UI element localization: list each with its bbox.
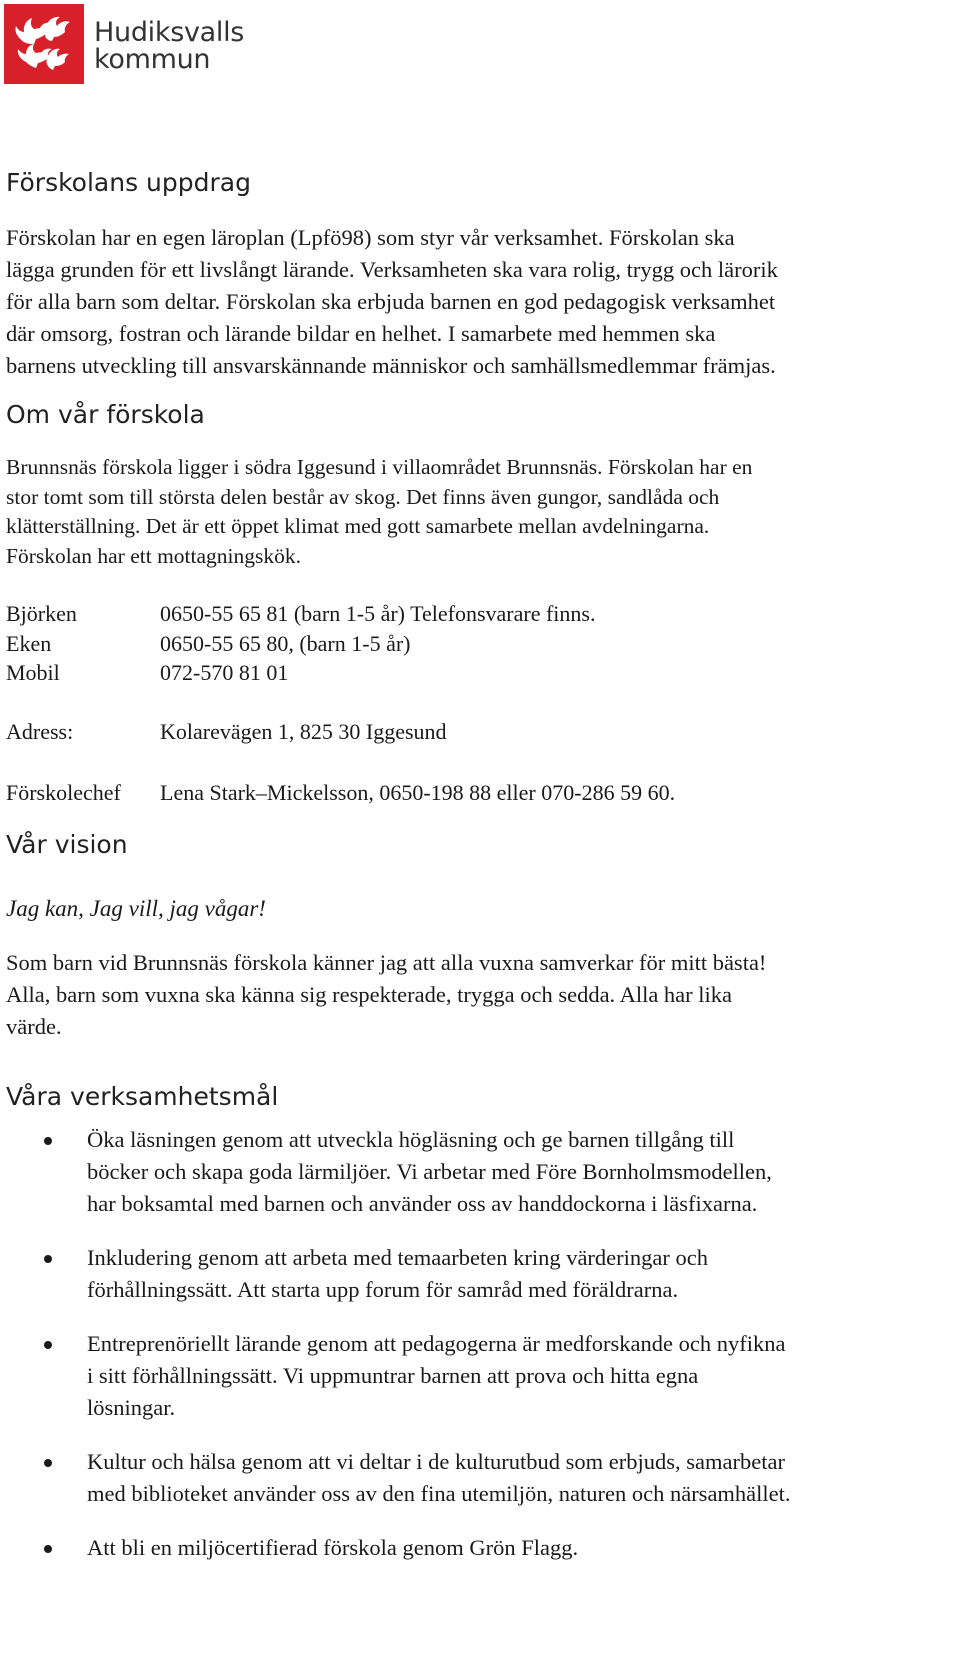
contact-value: 072-570 81 01: [160, 660, 289, 685]
text-line: Förskolan har ett mottagningskök.: [6, 543, 301, 568]
text-line: barnens utveckling till ansvarskännande människor och samhällsmedlemmar främjas.: [6, 353, 776, 378]
text-line: Alla, barn som vuxna ska känna sig respekterade, trygga och sedda. Alla har lika: [6, 982, 733, 1007]
text-line: har boksamtal med barnen och använder oss av handdockorna i läsfixarna.: [87, 1191, 758, 1216]
heading-uppdrag: Förskolans uppdrag: [6, 168, 251, 197]
text-line: Brunnsnäs förskola ligger i södra Iggesund i villaområdet Brunnsnäs. Förskolan har en: [6, 455, 753, 479]
paragraph-forskola: [6, 453, 926, 571]
contact-value: 0650-55 65 81 (barn 1-5 år) Telefonsvarare finns.: [160, 601, 596, 626]
text-line: Att bli en miljöcertifierad förskola genom Grön Flagg.: [87, 1535, 579, 1560]
goals-list: [0, 1124, 940, 1586]
text-line: Inkludering genom att arbeta med temaarbeten kring värderingar och: [87, 1245, 708, 1270]
logo-line-2: kommun: [94, 44, 211, 75]
text-line: värde.: [6, 1014, 62, 1039]
text-line: Öka läsningen genom att utveckla högläsning och ge barnen tillgång till: [87, 1127, 735, 1152]
text-line: Entreprenöriellt lärande genom att pedagogerna är medforskande och nyfikna: [87, 1331, 786, 1356]
text-line: med biblioteket använder oss av den fina utemiljön, naturen och närsamhället.: [87, 1481, 791, 1506]
contact-row-eken: [6, 629, 411, 659]
text-line: Kultur och hälsa genom att vi deltar i de kulturutbud som erbjuds, samarbetar: [87, 1449, 785, 1474]
list-item: [0, 1242, 940, 1306]
logo-wordmark: [94, 19, 244, 73]
contact-value: Kolarevägen 1, 825 30 Iggesund: [160, 719, 447, 744]
text-line: böcker och skapa goda lärmiljöer. Vi arbetar med Före Bornholmsmodellen,: [87, 1159, 772, 1184]
paragraph-uppdrag: [6, 222, 926, 382]
list-item: [0, 1124, 940, 1220]
heading-goals: Våra verksamhetsmål: [6, 1082, 279, 1111]
contact-row-forskolechef: [6, 778, 675, 808]
goat-emblem-icon: [4, 4, 84, 84]
contact-row-adress: [6, 717, 447, 747]
text-line: Förskolan har en egen läroplan (Lpfö98) som styr vår verksamhet. Förskolan ska: [6, 225, 735, 250]
bullet-icon: [44, 1459, 52, 1467]
logo-line-1: Hudiksvalls: [94, 17, 245, 48]
text-line: i sitt förhållningssätt. Vi uppmuntrar barnen att prova och hitta egna: [87, 1363, 699, 1388]
contact-label: Eken: [6, 631, 52, 656]
list-item: [0, 1446, 940, 1510]
text-line: Som barn vid Brunnsnäs förskola känner jag att alla vuxna samverkar för mitt bästa!: [6, 950, 767, 975]
bullet-icon: [44, 1341, 52, 1349]
paragraph-vision: [6, 947, 926, 1043]
municipality-logo: [4, 4, 244, 84]
bullet-icon: [44, 1545, 52, 1553]
heading-vision: Vår vision: [6, 830, 128, 859]
contact-label: Mobil: [6, 660, 60, 685]
bullet-icon: [44, 1137, 52, 1145]
text-line: där omsorg, fostran och lärande bildar en helhet. I samarbete med hemmen ska: [6, 321, 716, 346]
text-line: lägga grunden för ett livslångt lärande. Verksamheten ska vara rolig, trygg och lärorik: [6, 257, 778, 282]
text-line: förhållningssätt. Att starta upp forum för samråd med föräldrarna.: [87, 1277, 679, 1302]
contact-value: Lena Stark–Mickelsson, 0650-198 88 eller 070-286 59 60.: [160, 780, 676, 805]
contact-label: Förskolechef: [6, 780, 121, 805]
text-line: lösningar.: [87, 1395, 176, 1420]
text-line: för alla barn som deltar. Förskolan ska erbjuda barnen en god pedagogisk verksamhet: [6, 289, 776, 314]
contact-label: Björken: [6, 601, 77, 626]
contact-value: 0650-55 65 80, (barn 1-5 år): [160, 631, 411, 656]
heading-forskola: Om vår förskola: [6, 400, 205, 429]
vision-quote: Jag kan, Jag vill, jag vågar!: [6, 896, 266, 921]
text-line: klätterställning. Det är ett öppet klimat med gott samarbete mellan avdelningarna.: [6, 514, 710, 538]
contact-row-bjorken: [6, 599, 595, 629]
list-item: [0, 1532, 940, 1564]
contact-row-mobil: [6, 658, 288, 688]
text-line: stor tomt som till största delen består av skog. Det finns även gungor, sandlåda och: [6, 484, 720, 509]
bullet-icon: [44, 1255, 52, 1263]
contact-label: Adress:: [6, 719, 74, 744]
list-item: [0, 1328, 940, 1424]
